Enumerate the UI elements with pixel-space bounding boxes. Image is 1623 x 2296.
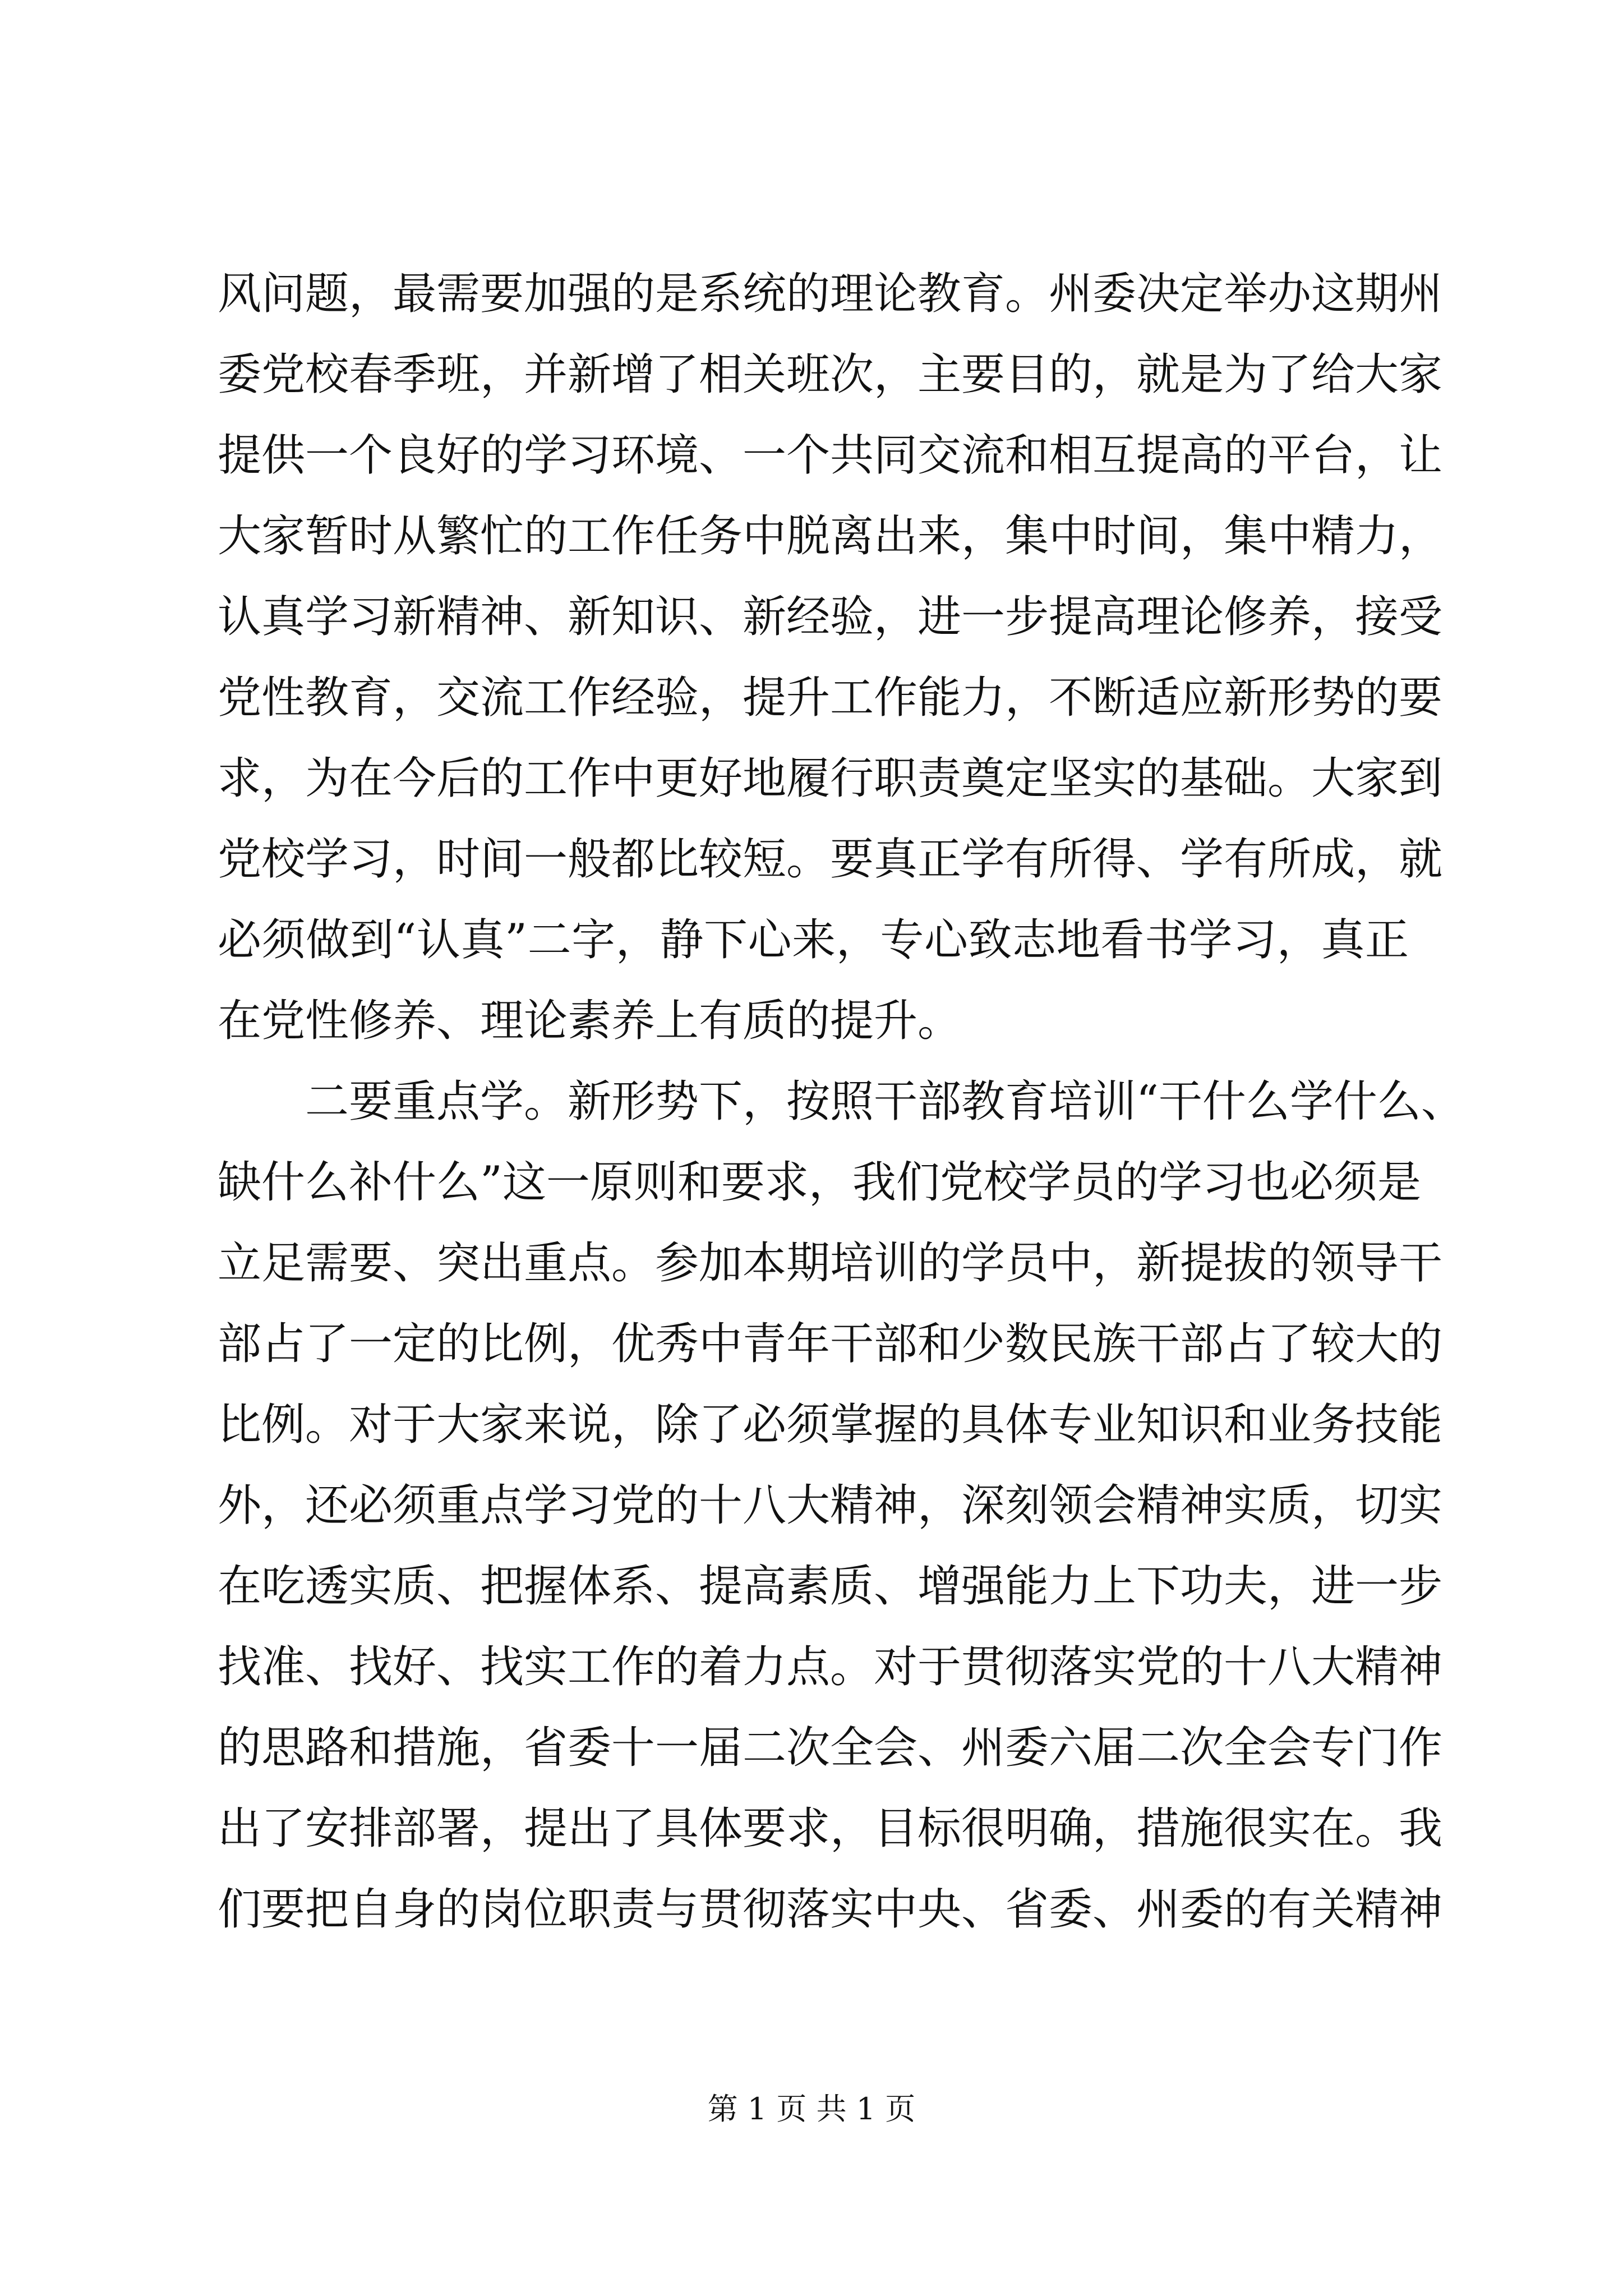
page-footer: 第 1 页 共 1 页 <box>707 2091 916 2127</box>
text-line: 立足需要、突出重点。参加本期培训的学员中，新提拔的领导干 <box>218 1238 1443 1289</box>
text-line: 外，还必须重点学习党的十八大精神，深刻领会精神实质，切实 <box>218 1480 1443 1531</box>
text-line: 求，为在今后的工作中更好地履行职责奠定坚实的基础。大家到 <box>218 753 1443 804</box>
document-body <box>218 254 1465 1950</box>
text-line: 在吃透实质、把握体系、提高素质、增强能力上下功夫，进一步 <box>218 1561 1443 1612</box>
text-line: 党性教育，交流工作经验，提升工作能力，不断适应新形势的要 <box>218 673 1443 723</box>
text-line: 们要把自身的岗位职责与贯彻落实中央、省委、州委的有关精神 <box>218 1884 1443 1935</box>
text-line: 部占了一定的比例，优秀中青年干部和少数民族干部占了较大的 <box>218 1319 1443 1369</box>
text-line: 认真学习新精神、新知识、新经验，进一步提高理论修养，接受 <box>218 592 1443 642</box>
text-line: 提供一个良好的学习环境、一个共同交流和相互提高的平台，让 <box>218 430 1443 481</box>
text-line: 找准、找好、找实工作的着力点。对于贯彻落实党的十八大精神 <box>218 1642 1443 1692</box>
text-line: 出了安排部署，提出了具体要求，目标很明确，措施很实在。我 <box>218 1803 1443 1854</box>
text-line: 二要重点学。新形势下，按照干部教育培训“干什么学什么、 <box>218 1076 1465 1127</box>
text-line: 党校学习，时间一般都比较短。要真正学有所得、学有所成，就 <box>218 834 1443 885</box>
text-line: 比例。对于大家来说，除了必须掌握的具体专业知识和业务技能 <box>218 1400 1443 1450</box>
text-line: 委党校春季班，并新增了相关班次，主要目的，就是为了给大家 <box>218 349 1443 400</box>
text-line: 在党性修养、理论素养上有质的提升。 <box>218 996 962 1046</box>
text-line: 必须做到“认真”二字，静下心来，专心致志地看书学习，真正 <box>218 915 1409 965</box>
text-line: 的思路和措施，省委十一届二次全会、州委六届二次全会专门作 <box>218 1723 1443 1773</box>
text-line: 大家暂时从繁忙的工作任务中脱离出来，集中时间，集中精力， <box>218 511 1443 562</box>
text-line: 风问题，最需要加强的是系统的理论教育。州委决定举办这期州 <box>218 269 1443 319</box>
text-line: 缺什么补什么”这一原则和要求，我们党校学员的学习也必须是 <box>218 1157 1421 1208</box>
